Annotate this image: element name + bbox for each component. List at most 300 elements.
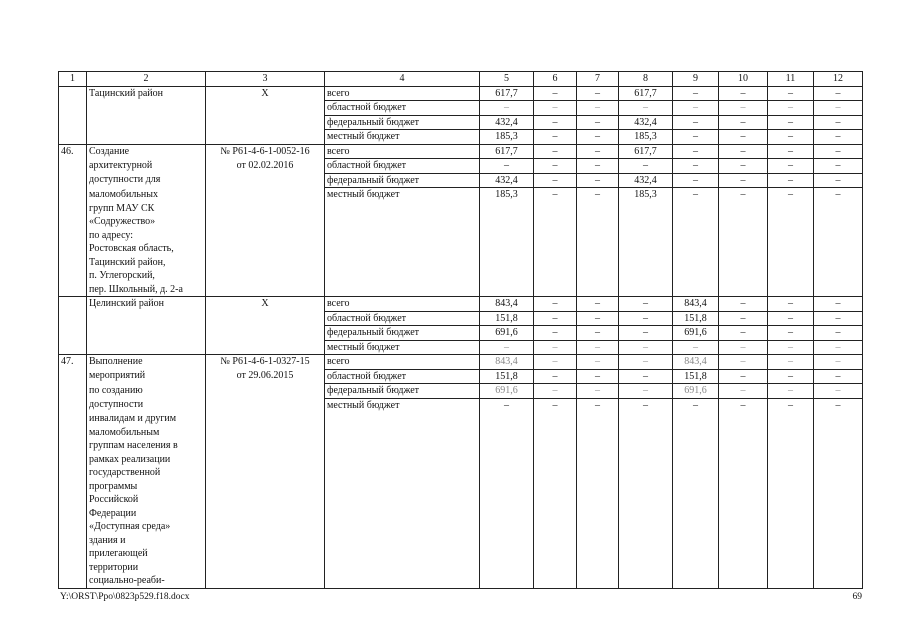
value-cell (577, 466, 619, 480)
row-number (59, 466, 87, 480)
value-cell: – (534, 326, 577, 341)
value-cell (814, 269, 863, 283)
value-cell (534, 242, 577, 256)
value-cell: – (719, 144, 768, 159)
budget-source: местный бюджет (325, 130, 480, 145)
column-header: 3 (206, 72, 325, 87)
value-cell (719, 547, 768, 561)
value-cell (719, 507, 768, 521)
column-header: 2 (87, 72, 206, 87)
table-row (59, 144, 863, 159)
value-cell: – (768, 326, 814, 341)
value-cell: – (577, 130, 619, 145)
table-row (59, 242, 863, 256)
object-name: маломобильным (87, 426, 206, 440)
document-ref (206, 202, 325, 216)
table-row (59, 369, 863, 384)
value-cell (673, 229, 719, 243)
value-cell (577, 256, 619, 270)
document-ref (206, 173, 325, 188)
value-cell: 151,8 (480, 369, 534, 384)
value-cell (768, 269, 814, 283)
value-cell: – (768, 297, 814, 312)
value-cell (577, 269, 619, 283)
value-cell: – (768, 173, 814, 188)
value-cell: – (619, 369, 673, 384)
row-number (59, 256, 87, 270)
document-ref (206, 256, 325, 270)
value-cell (534, 520, 577, 534)
value-cell (768, 242, 814, 256)
header-row (59, 72, 863, 87)
table-row (59, 480, 863, 494)
table-row (59, 507, 863, 521)
value-cell (619, 480, 673, 494)
value-cell (480, 507, 534, 521)
value-cell: – (534, 369, 577, 384)
value-cell: – (768, 86, 814, 101)
document-ref (206, 269, 325, 283)
value-cell (814, 547, 863, 561)
value-cell: – (719, 297, 768, 312)
value-cell (768, 229, 814, 243)
value-cell: – (814, 101, 863, 116)
table-row (59, 269, 863, 283)
value-cell: – (534, 130, 577, 145)
row-number (59, 101, 87, 116)
value-cell (768, 480, 814, 494)
value-cell (719, 256, 768, 270)
value-cell (768, 202, 814, 216)
column-header: 11 (768, 72, 814, 87)
value-cell: – (768, 144, 814, 159)
value-cell (480, 574, 534, 588)
value-cell (534, 574, 577, 588)
document-ref (206, 547, 325, 561)
value-cell (673, 547, 719, 561)
budget-source (325, 547, 480, 561)
object-name: группам населения в (87, 439, 206, 453)
value-cell (719, 412, 768, 426)
value-cell (577, 520, 619, 534)
object-name: по адресу: (87, 229, 206, 243)
value-cell: – (719, 159, 768, 174)
budget-source: всего (325, 86, 480, 101)
table-row (59, 215, 863, 229)
object-name: Тацинский район (87, 86, 206, 101)
value-cell: – (480, 159, 534, 174)
file-path: Y:\ORST\Ppo\0823p529.f18.docx (60, 592, 190, 602)
value-cell: – (768, 311, 814, 326)
object-name: пер. Школьный, д. 2-а (87, 283, 206, 297)
table-row (59, 115, 863, 130)
value-cell (719, 453, 768, 467)
value-cell (768, 256, 814, 270)
object-name (87, 101, 206, 116)
value-cell (719, 242, 768, 256)
budget-source (325, 229, 480, 243)
value-cell (814, 561, 863, 575)
document-ref (206, 229, 325, 243)
table-row (59, 453, 863, 467)
value-cell (619, 453, 673, 467)
value-cell (534, 426, 577, 440)
object-name: здания и (87, 534, 206, 548)
row-number (59, 369, 87, 384)
value-cell: – (577, 144, 619, 159)
object-name: доступности (87, 398, 206, 412)
value-cell: – (814, 86, 863, 101)
table-row (59, 384, 863, 399)
value-cell: – (534, 311, 577, 326)
value-cell (673, 507, 719, 521)
budget-source (325, 426, 480, 440)
document-ref (206, 466, 325, 480)
budget-source (325, 256, 480, 270)
value-cell (719, 480, 768, 494)
row-number (59, 159, 87, 174)
value-cell: – (673, 159, 719, 174)
column-header: 12 (814, 72, 863, 87)
value-cell (719, 269, 768, 283)
document-ref (206, 507, 325, 521)
value-cell: – (619, 297, 673, 312)
row-number (59, 453, 87, 467)
value-cell: – (577, 369, 619, 384)
value-cell (719, 520, 768, 534)
value-cell: – (719, 130, 768, 145)
budget-source: федеральный бюджет (325, 384, 480, 399)
value-cell: 691,6 (673, 384, 719, 399)
table-row (59, 398, 863, 412)
document-ref (206, 561, 325, 575)
row-number (59, 507, 87, 521)
budget-source: областной бюджет (325, 159, 480, 174)
value-cell (619, 215, 673, 229)
value-cell (719, 202, 768, 216)
value-cell (534, 547, 577, 561)
budget-source (325, 215, 480, 229)
value-cell: – (577, 311, 619, 326)
value-cell (619, 269, 673, 283)
value-cell: 432,4 (619, 115, 673, 130)
table-row (59, 202, 863, 216)
column-header: 9 (673, 72, 719, 87)
value-cell: – (814, 144, 863, 159)
value-cell: – (719, 384, 768, 399)
value-cell (719, 439, 768, 453)
value-cell (577, 453, 619, 467)
value-cell (768, 439, 814, 453)
budget-source: областной бюджет (325, 311, 480, 326)
table-row (59, 355, 863, 370)
value-cell: – (673, 173, 719, 188)
table-row (59, 229, 863, 243)
value-cell: – (577, 159, 619, 174)
value-cell: – (577, 188, 619, 202)
value-cell: – (719, 101, 768, 116)
budget-source: всего (325, 144, 480, 159)
object-name: Тацинский район, (87, 256, 206, 270)
table-row (59, 86, 863, 101)
row-number (59, 202, 87, 216)
object-name (87, 340, 206, 355)
value-cell (673, 215, 719, 229)
budget-source: областной бюджет (325, 101, 480, 116)
budget-source (325, 269, 480, 283)
document-ref (206, 493, 325, 507)
object-name: рамках реализации (87, 453, 206, 467)
budget-source: всего (325, 355, 480, 370)
value-cell: – (534, 355, 577, 370)
budget-source (325, 493, 480, 507)
value-cell: – (768, 101, 814, 116)
value-cell (673, 561, 719, 575)
value-cell (577, 229, 619, 243)
object-name: программы (87, 480, 206, 494)
row-number (59, 398, 87, 412)
value-cell: – (619, 326, 673, 341)
value-cell (577, 507, 619, 521)
value-cell (534, 269, 577, 283)
row-number (59, 574, 87, 588)
value-cell (534, 561, 577, 575)
value-cell: – (814, 355, 863, 370)
value-cell (619, 283, 673, 297)
value-cell: – (619, 159, 673, 174)
value-cell: – (619, 398, 673, 412)
value-cell: 151,8 (673, 311, 719, 326)
value-cell (577, 283, 619, 297)
row-number (59, 326, 87, 341)
budget-source: федеральный бюджет (325, 326, 480, 341)
object-name: Ростовская область, (87, 242, 206, 256)
document-ref (206, 520, 325, 534)
value-cell (768, 453, 814, 467)
value-cell: 185,3 (480, 188, 534, 202)
value-cell (719, 283, 768, 297)
object-name: Российской (87, 493, 206, 507)
value-cell (480, 242, 534, 256)
value-cell: – (619, 384, 673, 399)
row-number (59, 384, 87, 399)
budget-source (325, 453, 480, 467)
document-ref (206, 242, 325, 256)
budget-source: всего (325, 297, 480, 312)
row-number (59, 311, 87, 326)
value-cell (577, 480, 619, 494)
object-name: п. Углегорский, (87, 269, 206, 283)
value-cell (534, 283, 577, 297)
value-cell: 185,3 (619, 188, 673, 202)
value-cell: – (534, 101, 577, 116)
row-number (59, 229, 87, 243)
value-cell (577, 242, 619, 256)
value-cell: – (480, 101, 534, 116)
value-cell: – (577, 326, 619, 341)
value-cell: – (534, 86, 577, 101)
value-cell: – (577, 101, 619, 116)
value-cell: – (534, 115, 577, 130)
value-cell (480, 256, 534, 270)
value-cell: – (814, 159, 863, 174)
value-cell: – (480, 340, 534, 355)
value-cell (814, 412, 863, 426)
table-row (59, 101, 863, 116)
value-cell (534, 256, 577, 270)
budget-source (325, 534, 480, 548)
value-cell (719, 426, 768, 440)
value-cell: – (814, 297, 863, 312)
value-cell: – (673, 144, 719, 159)
value-cell (673, 269, 719, 283)
value-cell (814, 493, 863, 507)
row-number (59, 480, 87, 494)
table-row (59, 256, 863, 270)
value-cell: – (673, 398, 719, 412)
value-cell: 151,8 (480, 311, 534, 326)
value-cell: – (719, 398, 768, 412)
table-row (59, 326, 863, 341)
column-header: 7 (577, 72, 619, 87)
value-cell (814, 215, 863, 229)
value-cell: – (814, 369, 863, 384)
value-cell (619, 574, 673, 588)
value-cell (768, 574, 814, 588)
value-cell: – (719, 86, 768, 101)
value-cell: 691,6 (673, 326, 719, 341)
value-cell: – (619, 311, 673, 326)
value-cell: 617,7 (619, 144, 673, 159)
row-number (59, 340, 87, 355)
value-cell (768, 493, 814, 507)
value-cell (673, 256, 719, 270)
row-number (59, 115, 87, 130)
value-cell: – (673, 188, 719, 202)
document-ref: № Р61-4-6-1-0327-15 (206, 355, 325, 370)
object-name: маломобильных (87, 188, 206, 202)
value-cell (534, 215, 577, 229)
value-cell (534, 466, 577, 480)
document-ref (206, 188, 325, 202)
budget-source: областной бюджет (325, 369, 480, 384)
object-name (87, 326, 206, 341)
value-cell (719, 493, 768, 507)
row-number (59, 188, 87, 202)
value-cell (480, 283, 534, 297)
document-ref (206, 340, 325, 355)
value-cell: 185,3 (619, 130, 673, 145)
document-ref (206, 283, 325, 297)
value-cell (577, 412, 619, 426)
value-cell (480, 561, 534, 575)
table-row (59, 426, 863, 440)
value-cell (673, 574, 719, 588)
value-cell: – (814, 398, 863, 412)
document-ref: Х (206, 297, 325, 312)
value-cell (814, 229, 863, 243)
value-cell (673, 466, 719, 480)
value-cell: 185,3 (480, 130, 534, 145)
document-ref (206, 384, 325, 399)
value-cell (619, 520, 673, 534)
table-row (59, 159, 863, 174)
document-ref (206, 215, 325, 229)
budget-source (325, 412, 480, 426)
value-cell (814, 507, 863, 521)
value-cell: – (534, 398, 577, 412)
value-cell: – (673, 115, 719, 130)
value-cell (814, 453, 863, 467)
table-row (59, 130, 863, 145)
object-name: мероприятий (87, 369, 206, 384)
value-cell (768, 215, 814, 229)
value-cell: – (768, 355, 814, 370)
value-cell (577, 439, 619, 453)
value-cell: – (768, 340, 814, 355)
row-number (59, 283, 87, 297)
document-ref (206, 439, 325, 453)
value-cell: – (534, 144, 577, 159)
value-cell (480, 439, 534, 453)
value-cell (480, 412, 534, 426)
value-cell: – (814, 311, 863, 326)
table-row (59, 173, 863, 188)
value-cell: – (619, 355, 673, 370)
table-row (59, 297, 863, 312)
value-cell (534, 507, 577, 521)
object-name: Федерации (87, 507, 206, 521)
budget-source: местный бюджет (325, 340, 480, 355)
value-cell: – (719, 326, 768, 341)
object-name: архитектурной (87, 159, 206, 174)
value-cell (673, 202, 719, 216)
value-cell (814, 574, 863, 588)
row-number (59, 547, 87, 561)
document-ref: № Р61-4-6-1-0052-16 (206, 144, 325, 159)
column-header: 6 (534, 72, 577, 87)
value-cell (619, 412, 673, 426)
document-ref (206, 574, 325, 588)
object-name: Целинский район (87, 297, 206, 312)
column-header: 5 (480, 72, 534, 87)
table-row (59, 188, 863, 202)
value-cell (768, 507, 814, 521)
budget-source (325, 439, 480, 453)
value-cell: 617,7 (619, 86, 673, 101)
value-cell: – (768, 130, 814, 145)
budget-source (325, 520, 480, 534)
value-cell (673, 426, 719, 440)
value-cell (480, 202, 534, 216)
document-ref (206, 115, 325, 130)
value-cell (719, 534, 768, 548)
object-name: доступности для (87, 173, 206, 188)
object-name: Выполнение (87, 355, 206, 370)
budget-source (325, 202, 480, 216)
object-name: социально-реаби- (87, 574, 206, 588)
value-cell: 843,4 (673, 297, 719, 312)
value-cell (814, 242, 863, 256)
object-name: прилегающей (87, 547, 206, 561)
value-cell: – (814, 340, 863, 355)
value-cell (673, 480, 719, 494)
value-cell: – (768, 115, 814, 130)
value-cell (534, 229, 577, 243)
row-number (59, 520, 87, 534)
row-number (59, 493, 87, 507)
value-cell: – (619, 101, 673, 116)
